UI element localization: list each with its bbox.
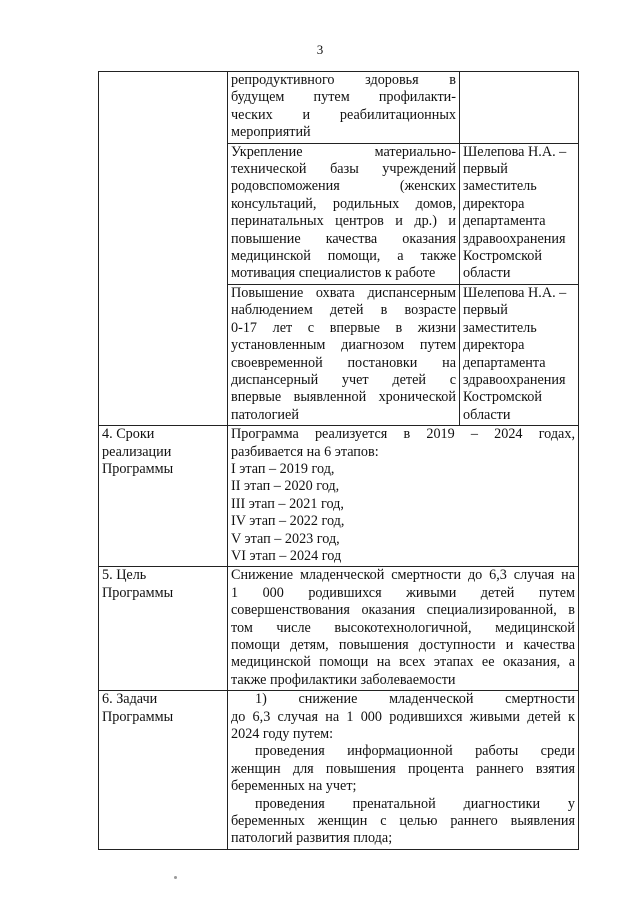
responsible-line: Костромской [463, 248, 542, 265]
measure-line: медицинской помощи, а также [231, 248, 456, 265]
content-line: разбивается на 6 этапов: [231, 443, 379, 460]
responsible-line: директора [463, 337, 525, 354]
measure-line: повышение качества оказания [231, 230, 456, 247]
label-line: реализации [102, 443, 172, 460]
content-line: патологий развития плода; [231, 830, 393, 847]
measure-line: мероприятий [231, 124, 311, 141]
measure-line: 0-17 лет с впервые в жизни [231, 319, 456, 336]
content-line: проведения пренатальной диагностики у [255, 795, 575, 812]
content-line: V этап – 2023 год, [231, 530, 340, 547]
measure-line: Повышение охвата диспансерным [231, 284, 456, 301]
responsible-line: департамента [463, 213, 546, 230]
label-line: Программы [102, 460, 174, 477]
content-line: том числе высокотехнологичной, медицинской [231, 619, 575, 636]
content-cell [228, 426, 579, 567]
measure-cell [228, 143, 460, 284]
responsible-line: Шелепова Н.А. – [463, 143, 567, 160]
measure-line: мотивация специалистов к работе [231, 265, 436, 282]
responsible-line: департамента [463, 354, 546, 371]
measure-cell [228, 284, 460, 425]
label-line: 6. Задачи [102, 691, 158, 708]
content-line: 1 000 родившихся живыми детей путем [231, 584, 575, 601]
content-line: женщин для повышения процента раннего взятия [231, 760, 575, 777]
content-line: IV этап – 2022 год, [231, 513, 345, 530]
measure-line: установленным диагнозом путем [231, 337, 456, 354]
measure-line: Укрепление материально- [231, 143, 456, 160]
responsible-line: первый [463, 161, 508, 178]
responsible-line: области [463, 406, 511, 423]
measure-line: своевременной постановки на [231, 354, 456, 371]
responsible-line: Шелепова Н.А. – [463, 284, 567, 301]
table-row [99, 426, 579, 567]
content-line: также профилактики заболеваемости [231, 671, 456, 688]
content-line: беременных женщин с целью раннего выявления [231, 813, 575, 830]
measure-line: технической базы учреждений [231, 161, 456, 178]
responsible-line: директора [463, 195, 525, 212]
measure-line: диспансерный учет детей с [231, 371, 456, 388]
measure-line: будущем путем профилакти- [231, 89, 456, 106]
page-number: 3 [316, 42, 324, 57]
label-line: Программы [102, 584, 174, 601]
measure-cell [228, 72, 460, 144]
responsible-line: заместитель [463, 319, 537, 336]
responsible-line: Костромской [463, 389, 542, 406]
content-line: II этап – 2020 год, [231, 478, 340, 495]
content-line: проведения информационной работы среди [255, 743, 575, 760]
measure-line: наблюдением детей в возрасте [231, 302, 456, 319]
responsible-cell [460, 143, 579, 284]
measure-line: ческих и реабилитационных [231, 106, 456, 123]
measure-line: перинатальных центров и др.) и [231, 213, 456, 230]
scan-speck [174, 876, 177, 879]
content-line: совершенствования оказания специализированной, в [231, 602, 575, 619]
responsible-line: первый [463, 302, 508, 319]
content-line: медицинской помощи на всех этапах ее оказания, а [231, 654, 575, 671]
label-line: 5. Цель [102, 567, 147, 584]
responsible-cell [460, 284, 579, 425]
responsible-cell-empty [460, 72, 579, 144]
measure-line: патологией [231, 406, 299, 423]
content-line: Программа реализуется в 2019 – 2024 годах, [231, 426, 575, 443]
content-cell [228, 691, 579, 850]
label-line: Программы [102, 708, 174, 725]
measure-line: родовспоможения (женских [231, 178, 456, 195]
content-line: 2024 году путем: [231, 726, 334, 743]
measure-line: консультаций, родильных домов, [231, 195, 456, 212]
responsible-line: здравоохранения [463, 371, 566, 388]
responsible-line: заместитель [463, 178, 537, 195]
content-line: Снижение младенческой смертности до 6,3 случая на [231, 567, 575, 584]
measure-line: впервые выявленной хронической [231, 389, 456, 406]
content-line: беременных на учет; [231, 778, 357, 795]
content-line: III этап – 2021 год, [231, 495, 344, 512]
content-line: помощи детям, повышения доступности и качества [231, 637, 575, 653]
content-cell [228, 567, 579, 691]
content-line: I этап – 2019 год, [231, 460, 335, 477]
measure-line: репродуктивного здоровья в [231, 72, 456, 88]
table-row [99, 691, 579, 850]
table-row [99, 72, 579, 144]
label-cell [99, 691, 228, 850]
label-cell [99, 426, 228, 567]
responsible-line: здравоохранения [463, 230, 566, 247]
label-cell [99, 567, 228, 691]
table-row [99, 567, 579, 691]
content-line: до 6,3 случая на 1 000 родившихся живыми детей к [231, 708, 575, 725]
label-line: 4. Сроки [102, 426, 155, 443]
responsible-line: области [463, 265, 511, 282]
program-passport-table [98, 71, 579, 850]
content-line: VI этап – 2024 год [231, 547, 342, 564]
content-line: 1) снижение младенческой смертности [255, 691, 575, 708]
empty-label-cell [99, 72, 228, 426]
